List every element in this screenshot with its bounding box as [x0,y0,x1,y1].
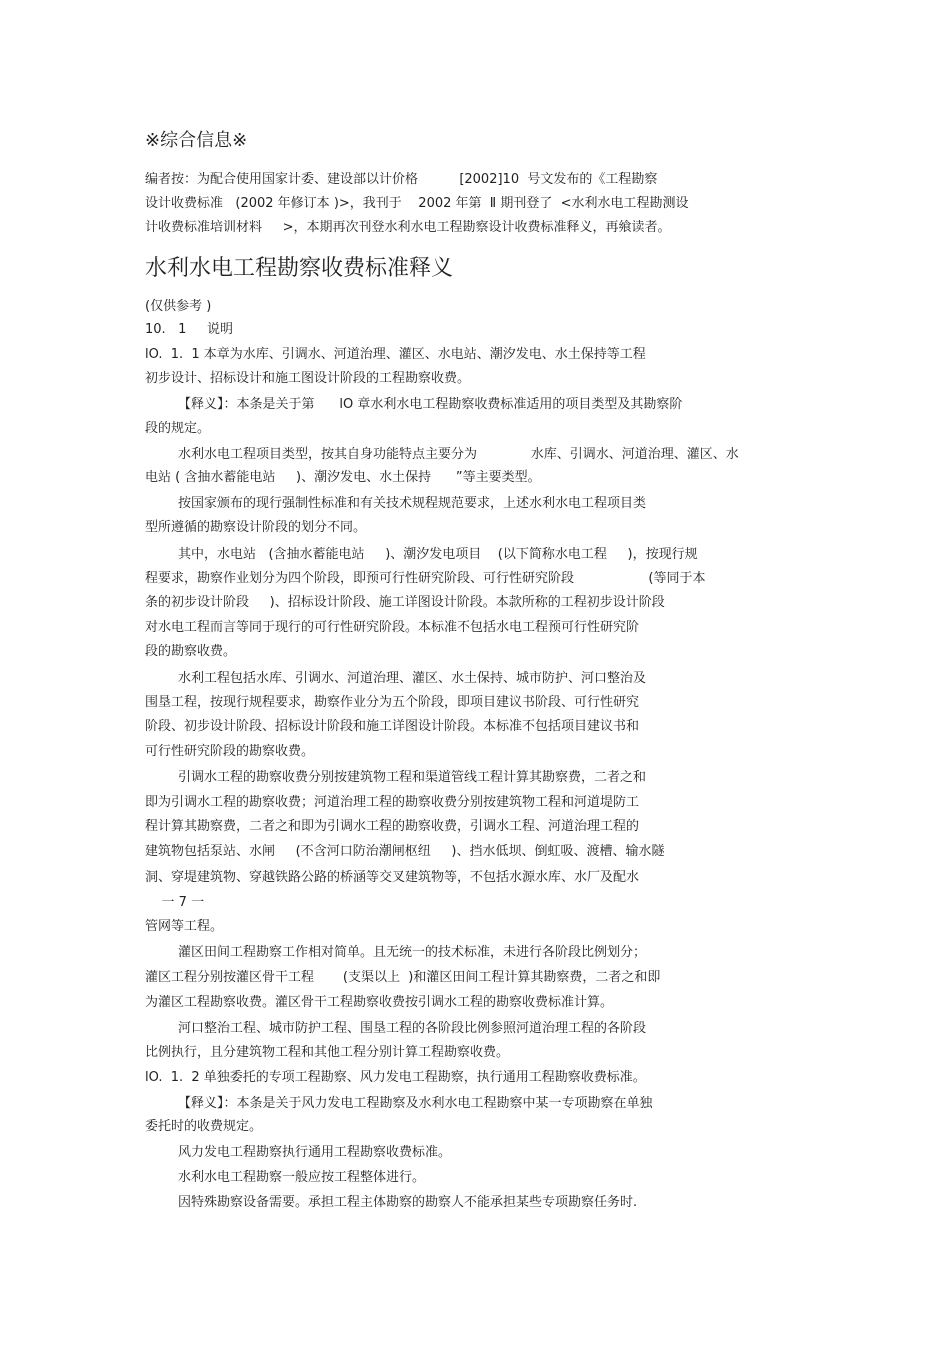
body-line: lO. 1. 1 本章为水库、引调水、河道治理、灌区、水电站、潮汐发电、水土保持等工程 [145,347,646,362]
body-line: 其中，水电站 (含抽水蓄能电站 )、潮汐发电项目 (以下简称水电工程 )，按现行规 [145,547,698,562]
body-line: 管网等工程。 [145,919,224,934]
editor-note-line: 编者按：为配合使用国家计委、建设部以计价格 [2002]10 号文发布的《工程勘察 [145,172,658,187]
editor-note-line: 计收费标准培训材料 >，本期再次刊登水利水电工程勘察设计收费标准释义，再飨读者。 [145,220,671,235]
editor-note-line: 设计收费标准 (2002 年修订本 )>，我刊于 2002 年第 Ⅱ 期刊登了 <水利水电工程勘测设 [145,196,689,211]
body-line: 围垦工程，按现行规程要求，勘察作业分为五个阶段，即项目建议书阶段、可行性研究 [145,695,640,710]
body-line: 条的初步设计阶段 )、招标设计阶段、施工详图设计阶段。本款所称的工程初步设计阶段 [145,595,665,610]
subtitle: (仅供参考 ) [145,299,212,314]
body-line: 水利水电工程项目类型，按其自身功能特点主要分为 水库、引调水、河道治理、灌区、水 [145,447,739,462]
body-line: 为灌区工程勘察收费。灌区骨干工程勘察收费按引调水工程的勘察收费标准计算。 [145,995,614,1010]
body-line: 水利水电工程勘察一般应按工程整体进行。 [145,1170,426,1185]
body-line: 引调水工程的勘察收费分别按建筑物工程和渠道管线工程计算其勘察费，二者之和 [145,770,647,785]
body-line: 段的勘察收费。 [145,644,237,659]
page-title: 水利水电工程勘察收费标准释义 [145,256,454,281]
body-line: 初步设计、招标设计和施工图设计阶段的工程勘察收费。 [145,371,471,386]
body-line: 因特殊勘察设备需要。承担工程主体勘察的勘察人不能承担某些专项勘察任务时. [145,1195,638,1210]
body-line: 灌区田间工程勘察工作相对简单。且无统一的技术标准，未进行各阶段比例划分； [145,945,647,960]
body-line: 风力发电工程勘察执行通用工程勘察收费标准。 [145,1145,452,1160]
body-line: 水利工程包括水库、引调水、河道治理、灌区、水土保持、城市防护、河口整治及 [145,671,647,686]
body-line: 即为引调水工程的勘察收费；河道治理工程的勘察收费分别按建筑物工程和河道堤防工 [145,795,640,810]
body-line: 10. 1 说明 [145,322,234,337]
body-line: 建筑物包括泵站、水闸 (不含河口防治潮闸枢纽 )、挡水低坝、倒虹吸、渡槽、输水隧 [145,844,665,859]
body-line: 型所遵循的勘察设计阶段的划分不同。 [145,520,367,535]
body-line: 灌区工程分别按灌区骨干工程 (支渠以上 )和灌区田间工程计算其勘察费，二者之和即 [145,970,661,985]
body-line: 可行性研究阶段的勘察收费。 [145,744,315,759]
body-line: 按国家颁布的现行强制性标准和有关技术规程规范要求，上述水利水电工程项目类 [145,496,647,511]
body-line: 洞、穿堤建筑物、穿越铁路公路的桥涵等交叉建筑物等，不包括水源水库、水厂及配水 [145,870,640,885]
body-line: 【释义】：本条是关于风力发电工程勘察及水利水电工程勘察中某一专项勘察在单独 [145,1096,653,1111]
body-line: 委托时的收费规定。 [145,1119,263,1134]
body-line: 对水电工程而言等同于现行的可行性研究阶段。本标准不包括水电工程预可行性研究阶 [145,620,640,635]
body-line: 程要求，勘察作业划分为四个阶段，即预可行性研究阶段、可行性研究阶段 (等同于本 [145,571,706,586]
page-number: 一 7 一 [145,895,205,910]
body-line: 段的规定。 [145,421,211,436]
body-line: 河口整治工程、城市防护工程、围垦工程的各阶段比例参照河道治理工程的各阶段 [145,1021,647,1036]
body-line: 程计算其勘察费，二者之和即为引调水工程的勘察收费，引调水工程、河道治理工程的 [145,819,640,834]
body-line: lO. 1. 2 单独委托的专项工程勘察、风力发电工程勘察，执行通用工程勘察收费标准。 [145,1070,646,1085]
body-line: 【释义】：本条是关于第 lO 章水利水电工程勘察收费标准适用的项目类型及其勘察阶 [145,397,683,412]
body-line: 阶段、初步设计阶段、招标设计阶段和施工详图设计阶段。本标准不包括项目建议书和 [145,719,640,734]
body-line: 比例执行，且分建筑物工程和其他工程分别计算工程勘察收费。 [145,1045,510,1060]
section-header: ※综合信息※ [145,130,248,151]
body-line: 电站 ( 含抽水蓄能电站 )、潮汐发电、水土保持 ”等主要类型。 [145,470,541,485]
